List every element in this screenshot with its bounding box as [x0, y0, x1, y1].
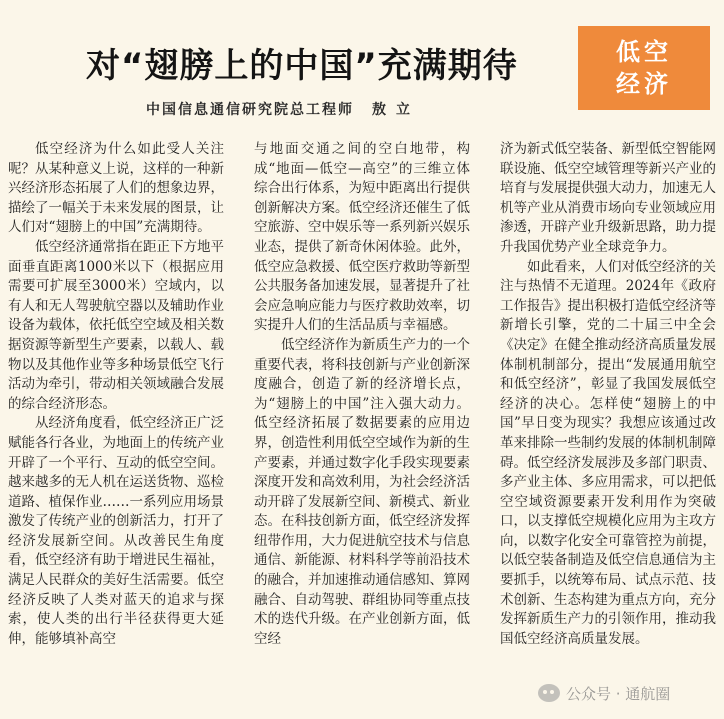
paragraph: 与地面交通之间的空白地带，构成“地面—低空—高空”的三维立体综合出行体系，为短中距离出行提供创新解决方案。低空经济还催生了低空旅游、空中娱乐等一系列新兴娱乐业态，提供了新奇休闲体验。此外，低空应急救援、低空医疗救助等新型公共服务备加速发展，显著提升了社会应急响应能力与医疗救助效率，切实提升人们的生活品质与幸福感。	[254, 141, 470, 334]
section-tag	[578, 26, 710, 110]
text-column-3	[500, 140, 716, 719]
paragraph: 济为新式低空装备、新型低空智能网联设施、低空空域管理等新兴产业的培育与发展提供强大动力，加速无人机等产业从消费市场向专业领域应用渗透，开辟产业升级新思路，助力提升我国优势产业全球竞争力。	[500, 141, 716, 255]
article-headline: 对“翅膀上的中国”充满期待	[86, 46, 518, 86]
paragraph: 从经济角度看，低空经济正广泛赋能各行各业，为地面上的传统产业开辟了一个平行、互动的低空空间。越来越多的无人机在运送货物、巡检道路、植保作业……一系列应用场景激发了传统产业的创新活力，打开了经济发展新空间。从改善民生角度看，低空经济有助于增进民生福祉，满足人民群众的美好生活需要。低空经济反映了人类对蓝天的追求与探索，使人类的出行半径获得更大延伸，能够填补高空	[8, 415, 224, 647]
text-column-1	[8, 140, 224, 719]
paragraph: 如此看来，人们对低空经济的关注与热情不无道理。2024年《政府工作报告》提出积极打造低空经济等新增长引擎，党的二十届三中全会《决定》在健全推动经济高质量发展体制机制部分，提出“发展通用航空和低空经济”，彰显了我国发展低空经济的决心。怎样使“翅膀上的中国”早日变为现实？我想应该通过改革来排除一些制约发展的体制机制障碍。低空经济发展涉及多部门职责、多产业主体、多应用需求，可以把低空空域资源要素开发利用作为突破口，以支撑低空规模化应用为主攻方向，以数字化安全可靠管控为前提，以低空装备制造及低空信息通信为主要抓手，以统筹布局、试点示范、技术创新、生态构建为重点方向，充分发挥新质生产力的引领作用，推动我国低空经济高质量发展。	[500, 258, 716, 647]
text-column-2	[254, 140, 470, 719]
paragraph: 低空经济通常指在距正下方地平面垂直距离1000米以下（根据应用需要可扩展至3000米）空域内，以有人和无人驾驶航空器以及辅助作业设备为载体，依托低空空域及相关数据资源等新型生产要素，以载人、载物以及其他作业等多种场景低空飞行活动为牵引，带动相关领域融合发展的综合经济形态。	[8, 238, 224, 412]
byline-role: 中国信息通信研究院总工程师	[146, 102, 354, 118]
watermark-text: 公众号 · 通航圈	[566, 684, 671, 703]
paragraph: 低空经济作为新质生产力的一个重要代表，将科技创新与产业创新深度融合，创造了新的经济增长点，为“翅膀上的中国”注入强大动力。低空经济拓展了数据要素的应用边界，创造性利用低空空域作为新的生产要素，并通过数字化手段实现要素深度开发和高效利用，为社会经济活动开辟了发展新空间、新模式、新业态。在科技创新方面，低空经济发挥纽带作用，大力促进航空技术与信息通信、新能源、材料科学等前沿技术的融合，并加速推动通信感知、算网融合、自动驾驶、群组协同等重点技术的迭代升级。在产业创新方面，低空经	[254, 336, 470, 647]
section-tag-line-1: 低空	[616, 38, 672, 66]
paragraph: 低空经济为什么如此受人关注呢？从某种意义上说，这样的一种新兴经济形态拓展了人们的想象边界，描绘了一幅关于未来发展的图景，让人们对“翅膀上的中国”充满期待。	[8, 141, 224, 236]
watermark	[538, 680, 670, 706]
wechat-icon	[538, 684, 560, 702]
article-byline	[146, 100, 486, 120]
section-tag-line-2: 经济	[616, 70, 672, 98]
byline-author: 敖立	[372, 102, 420, 118]
